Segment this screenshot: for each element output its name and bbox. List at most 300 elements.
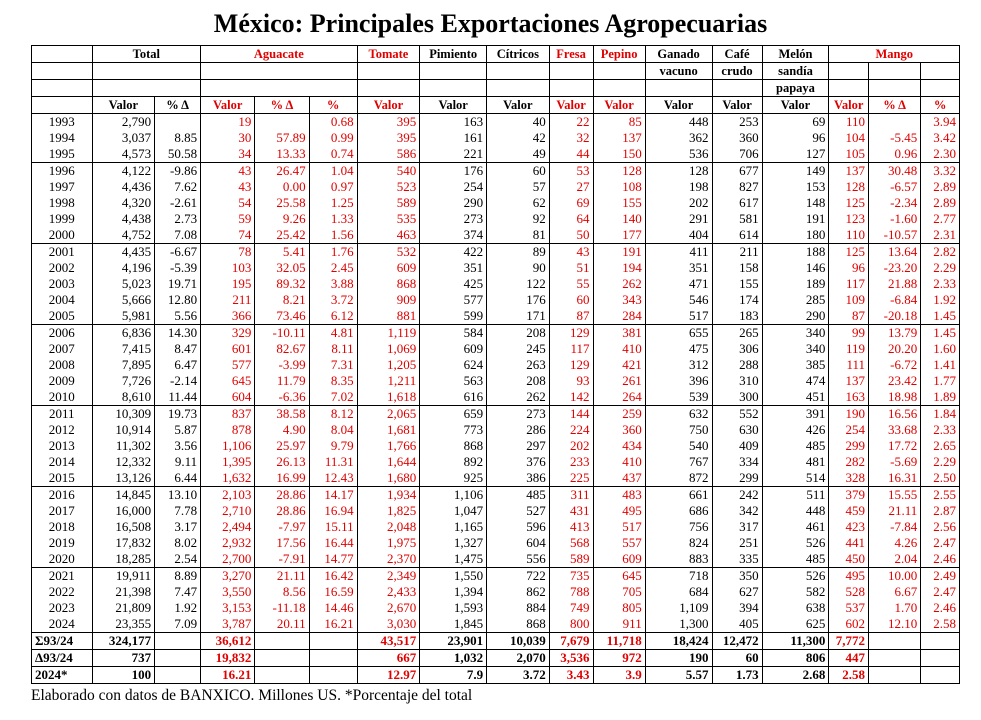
value-cell: 14.17 xyxy=(309,487,357,504)
summary-cell: 667 xyxy=(357,650,420,667)
summary-cell: 7,679 xyxy=(549,633,593,650)
value-cell: 536 xyxy=(645,146,712,163)
value-cell: 343 xyxy=(593,292,645,308)
value-cell: 495 xyxy=(593,503,645,519)
value-cell: 8.47 xyxy=(155,341,201,357)
value-cell: 624 xyxy=(420,357,487,373)
table-row xyxy=(32,341,960,357)
summary-label: Σ93/24 xyxy=(32,633,93,650)
value-cell: 16,000 xyxy=(92,503,155,519)
year-cell: 2010 xyxy=(32,389,93,406)
value-cell: 350 xyxy=(712,568,762,585)
value-cell: 925 xyxy=(420,470,487,487)
value-cell: 601 xyxy=(201,341,255,357)
value-cell: 878 xyxy=(201,422,255,438)
year-cell: 1995 xyxy=(32,146,93,163)
value-cell: 360 xyxy=(593,422,645,438)
value-cell: 0.74 xyxy=(309,146,357,163)
value-cell: 7.09 xyxy=(155,616,201,633)
value-cell: 137 xyxy=(829,373,869,389)
year-cell: 2002 xyxy=(32,260,93,276)
value-cell: 174 xyxy=(712,292,762,308)
value-cell: 104 xyxy=(829,130,869,146)
year-cell: 2024 xyxy=(32,616,93,633)
value-cell: 3.72 xyxy=(309,292,357,308)
value-cell: 756 xyxy=(645,519,712,535)
value-cell: 2,700 xyxy=(201,551,255,568)
value-cell: 385 xyxy=(762,357,829,373)
value-cell: 2.65 xyxy=(921,438,960,454)
summary-cell: 972 xyxy=(593,650,645,667)
value-cell: 546 xyxy=(645,292,712,308)
value-cell: 259 xyxy=(593,406,645,423)
value-cell: 4,436 xyxy=(92,179,155,195)
corner-cell xyxy=(32,46,93,63)
value-cell: 15.11 xyxy=(309,519,357,535)
value-cell: 1,165 xyxy=(420,519,487,535)
value-cell: 351 xyxy=(420,260,487,276)
value-cell: 202 xyxy=(645,195,712,211)
value-cell: 8.02 xyxy=(155,535,201,551)
value-cell: 23.42 xyxy=(869,373,921,389)
value-cell: 5.41 xyxy=(255,244,309,261)
page-title: México: Principales Exportaciones Agropecuarias xyxy=(213,9,768,38)
value-cell: 7.31 xyxy=(309,357,357,373)
value-cell: 14,845 xyxy=(92,487,155,504)
table-row xyxy=(32,260,960,276)
value-cell: 3.88 xyxy=(309,276,357,292)
column-header: Valor xyxy=(357,97,420,114)
year-cell: 2018 xyxy=(32,519,93,535)
value-cell: 87 xyxy=(549,308,593,325)
value-cell: 191 xyxy=(593,244,645,261)
value-cell: 395 xyxy=(357,130,420,146)
group-header-pepino: Pepino xyxy=(593,46,645,63)
value-cell: 69 xyxy=(549,195,593,211)
value-cell: -6.84 xyxy=(869,292,921,308)
column-header-corner xyxy=(32,97,93,114)
value-cell: 310 xyxy=(712,373,762,389)
value-cell: 137 xyxy=(593,130,645,146)
value-cell: 291 xyxy=(645,211,712,227)
value-cell: 7,415 xyxy=(92,341,155,357)
value-cell: 448 xyxy=(762,503,829,519)
value-cell: 128 xyxy=(645,163,712,180)
value-cell: 1.25 xyxy=(309,195,357,211)
table-row xyxy=(32,568,960,585)
value-cell: -20.18 xyxy=(869,308,921,325)
value-cell: 773 xyxy=(420,422,487,438)
value-cell: 81 xyxy=(487,227,550,244)
value-cell: 263 xyxy=(487,357,550,373)
summary-cell xyxy=(869,633,921,650)
group-header-pimiento: Pimiento xyxy=(420,46,487,63)
value-cell: 5.56 xyxy=(155,308,201,325)
value-cell: 1,106 xyxy=(201,438,255,454)
value-cell: -2.61 xyxy=(155,195,201,211)
value-cell: -6.72 xyxy=(869,357,921,373)
value-cell: 351 xyxy=(645,260,712,276)
value-cell: 563 xyxy=(420,373,487,389)
value-cell: 4,573 xyxy=(92,146,155,163)
value-cell: 125 xyxy=(829,244,869,261)
value-cell: 25.97 xyxy=(255,438,309,454)
value-cell: 1,475 xyxy=(420,551,487,568)
value-cell: 128 xyxy=(593,163,645,180)
value-cell: -2.34 xyxy=(869,195,921,211)
value-cell: 528 xyxy=(829,584,869,600)
value-cell: 144 xyxy=(549,406,593,423)
year-cell: 2005 xyxy=(32,308,93,325)
value-cell: 577 xyxy=(201,357,255,373)
value-cell: 191 xyxy=(762,211,829,227)
value-cell: 577 xyxy=(420,292,487,308)
value-cell: 122 xyxy=(487,276,550,292)
value-cell: 8.89 xyxy=(155,568,201,585)
value-cell: 426 xyxy=(762,422,829,438)
value-cell: 171 xyxy=(487,308,550,325)
column-header-row xyxy=(32,97,960,114)
value-cell: 2.46 xyxy=(921,551,960,568)
summary-cell: 7.9 xyxy=(420,667,487,684)
value-cell: 13.33 xyxy=(255,146,309,163)
value-cell: 21,398 xyxy=(92,584,155,600)
value-cell: 2,710 xyxy=(201,503,255,519)
value-cell: 7,726 xyxy=(92,373,155,389)
value-cell: 140 xyxy=(593,211,645,227)
year-cell: 2019 xyxy=(32,535,93,551)
value-cell: 261 xyxy=(593,373,645,389)
value-cell: 2,932 xyxy=(201,535,255,551)
value-cell: 552 xyxy=(712,406,762,423)
summary-cell xyxy=(921,667,960,684)
value-cell: 1,680 xyxy=(357,470,420,487)
value-cell: 3.17 xyxy=(155,519,201,535)
summary-cell: 36,612 xyxy=(201,633,255,650)
value-cell: 450 xyxy=(829,551,869,568)
group-header-total: Total xyxy=(92,46,201,63)
value-cell: 892 xyxy=(420,454,487,470)
value-cell: 0.68 xyxy=(309,114,357,131)
value-cell: 16.31 xyxy=(869,470,921,487)
value-cell: 523 xyxy=(357,179,420,195)
table-row xyxy=(32,503,960,519)
year-cell: 1994 xyxy=(32,130,93,146)
value-cell: 788 xyxy=(549,584,593,600)
value-cell: 677 xyxy=(712,163,762,180)
value-cell: 16.99 xyxy=(255,470,309,487)
value-cell: 609 xyxy=(420,341,487,357)
value-cell: 123 xyxy=(829,211,869,227)
value-cell: 6.44 xyxy=(155,470,201,487)
year-cell: 2021 xyxy=(32,568,93,585)
value-cell: 411 xyxy=(645,244,712,261)
summary-cell: 12.97 xyxy=(357,667,420,684)
value-cell: 153 xyxy=(762,179,829,195)
value-cell: 5.87 xyxy=(155,422,201,438)
table-row xyxy=(32,519,960,535)
value-cell: 16.21 xyxy=(309,616,357,633)
value-cell: 3,037 xyxy=(92,130,155,146)
value-cell: 13,126 xyxy=(92,470,155,487)
summary-cell: 3.72 xyxy=(487,667,550,684)
value-cell: 11.44 xyxy=(155,389,201,406)
value-cell: 57.89 xyxy=(255,130,309,146)
value-cell: 2.31 xyxy=(921,227,960,244)
column-header: % xyxy=(921,97,960,114)
group-header-fresa: Fresa xyxy=(549,46,593,63)
value-cell: 2.46 xyxy=(921,600,960,616)
value-cell: 11.79 xyxy=(255,373,309,389)
value-cell: 827 xyxy=(712,179,762,195)
group-subheader-cafe: crudo xyxy=(712,63,762,80)
table-row xyxy=(32,600,960,616)
value-cell: 21,809 xyxy=(92,600,155,616)
value-cell: 233 xyxy=(549,454,593,470)
summary-cell xyxy=(869,667,921,684)
year-cell: 1997 xyxy=(32,179,93,195)
value-cell: 3,787 xyxy=(201,616,255,633)
value-cell: 264 xyxy=(593,389,645,406)
table-row xyxy=(32,325,960,342)
year-cell: 2006 xyxy=(32,325,93,342)
table-row xyxy=(32,551,960,568)
value-cell: 4,435 xyxy=(92,244,155,261)
value-cell: -6.67 xyxy=(155,244,201,261)
value-cell xyxy=(255,114,309,131)
value-cell: 1,644 xyxy=(357,454,420,470)
value-cell: 11.31 xyxy=(309,454,357,470)
value-cell: 1,618 xyxy=(357,389,420,406)
summary-cell xyxy=(309,650,357,667)
value-cell: 4,320 xyxy=(92,195,155,211)
value-cell: 2,349 xyxy=(357,568,420,585)
value-cell: 96 xyxy=(762,130,829,146)
value-cell: 10,309 xyxy=(92,406,155,423)
summary-label: Δ93/24 xyxy=(32,650,93,667)
value-cell: 586 xyxy=(357,146,420,163)
value-cell: 17,832 xyxy=(92,535,155,551)
value-cell: -5.39 xyxy=(155,260,201,276)
value-cell: 645 xyxy=(201,373,255,389)
table-row xyxy=(32,195,960,211)
value-cell: 74 xyxy=(201,227,255,244)
value-cell: 8.35 xyxy=(309,373,357,389)
value-cell: 242 xyxy=(712,487,762,504)
value-cell: 379 xyxy=(829,487,869,504)
value-cell: 18,285 xyxy=(92,551,155,568)
value-cell: 60 xyxy=(549,292,593,308)
value-cell: 150 xyxy=(593,146,645,163)
value-cell: 13.64 xyxy=(869,244,921,261)
value-cell: 2.45 xyxy=(309,260,357,276)
column-header: Valor xyxy=(549,97,593,114)
value-cell: 422 xyxy=(420,244,487,261)
column-header: % xyxy=(309,97,357,114)
value-cell: 90 xyxy=(487,260,550,276)
value-cell: 3.94 xyxy=(921,114,960,131)
summary-cell: 324,177 xyxy=(92,633,155,650)
value-cell xyxy=(155,114,201,131)
value-cell: 335 xyxy=(712,551,762,568)
year-cell: 2009 xyxy=(32,373,93,389)
value-cell: 5,023 xyxy=(92,276,155,292)
value-cell: 722 xyxy=(487,568,550,585)
value-cell: 198 xyxy=(645,179,712,195)
value-cell: 221 xyxy=(420,146,487,163)
value-cell: 526 xyxy=(762,568,829,585)
table-row xyxy=(32,227,960,244)
value-cell: 410 xyxy=(593,454,645,470)
value-cell: 474 xyxy=(762,373,829,389)
value-cell: 485 xyxy=(762,438,829,454)
value-cell: 1.92 xyxy=(921,292,960,308)
value-cell: 556 xyxy=(487,551,550,568)
value-cell: 1,766 xyxy=(357,438,420,454)
table-row xyxy=(32,357,960,373)
value-cell: 299 xyxy=(829,438,869,454)
value-cell: 6.12 xyxy=(309,308,357,325)
value-cell: 312 xyxy=(645,357,712,373)
value-cell: 395 xyxy=(357,114,420,131)
table-row xyxy=(32,373,960,389)
value-cell: 12.43 xyxy=(309,470,357,487)
year-cell: 2015 xyxy=(32,470,93,487)
value-cell: 142 xyxy=(549,389,593,406)
value-cell: 129 xyxy=(549,325,593,342)
value-cell: 1.60 xyxy=(921,341,960,357)
value-cell: 617 xyxy=(712,195,762,211)
column-header: Valor xyxy=(829,97,869,114)
summary-cell xyxy=(155,633,201,650)
value-cell: 1.45 xyxy=(921,325,960,342)
value-cell: 13.79 xyxy=(869,325,921,342)
value-cell: 117 xyxy=(829,276,869,292)
value-cell: 638 xyxy=(762,600,829,616)
value-cell: 254 xyxy=(829,422,869,438)
value-cell: 93 xyxy=(549,373,593,389)
value-cell: 290 xyxy=(762,308,829,325)
value-cell: 20.20 xyxy=(869,341,921,357)
value-cell: 22 xyxy=(549,114,593,131)
value-cell: 188 xyxy=(762,244,829,261)
value-cell: 158 xyxy=(712,260,762,276)
value-cell: 7,895 xyxy=(92,357,155,373)
value-cell: 706 xyxy=(712,146,762,163)
summary-cell: 737 xyxy=(92,650,155,667)
value-cell: 632 xyxy=(645,406,712,423)
value-cell: 108 xyxy=(593,179,645,195)
group-header-aguacate: Aguacate xyxy=(201,46,358,63)
value-cell: -23.20 xyxy=(869,260,921,276)
value-cell: 1.33 xyxy=(309,211,357,227)
value-cell: 16.42 xyxy=(309,568,357,585)
value-cell: 2,370 xyxy=(357,551,420,568)
summary-cell: 190 xyxy=(645,650,712,667)
value-cell: 194 xyxy=(593,260,645,276)
value-cell: 767 xyxy=(645,454,712,470)
summary-cell: 3.9 xyxy=(593,667,645,684)
value-cell: 10,914 xyxy=(92,422,155,438)
value-cell: 1.92 xyxy=(155,600,201,616)
summary-cell xyxy=(255,650,309,667)
value-cell: 409 xyxy=(712,438,762,454)
value-cell: 2,103 xyxy=(201,487,255,504)
summary-cell xyxy=(921,650,960,667)
value-cell: 517 xyxy=(645,308,712,325)
value-cell: 17.56 xyxy=(255,535,309,551)
summary-cell: 5.57 xyxy=(645,667,712,684)
value-cell: 92 xyxy=(487,211,550,227)
value-cell: 9.26 xyxy=(255,211,309,227)
value-cell: -7.97 xyxy=(255,519,309,535)
value-cell: 421 xyxy=(593,357,645,373)
summary-cell: 11,718 xyxy=(593,633,645,650)
value-cell: 391 xyxy=(762,406,829,423)
value-cell: 2.82 xyxy=(921,244,960,261)
value-cell: 645 xyxy=(593,568,645,585)
value-cell: 532 xyxy=(357,244,420,261)
year-cell: 2001 xyxy=(32,244,93,261)
value-cell: 750 xyxy=(645,422,712,438)
table-row xyxy=(32,211,960,227)
value-cell: 514 xyxy=(762,470,829,487)
value-cell: 483 xyxy=(593,487,645,504)
value-cell: 9.79 xyxy=(309,438,357,454)
value-cell: 589 xyxy=(357,195,420,211)
source-caption: Elaborado con datos de BANXICO. Millones US. *Porcentaje del total xyxy=(31,687,473,704)
value-cell: 211 xyxy=(201,292,255,308)
value-cell: 374 xyxy=(420,227,487,244)
group-header-melon: Melón xyxy=(762,46,829,63)
value-cell: 8.56 xyxy=(255,584,309,600)
value-cell: 2,048 xyxy=(357,519,420,535)
value-cell: 211 xyxy=(712,244,762,261)
value-cell: 2.55 xyxy=(921,487,960,504)
value-cell: 2,433 xyxy=(357,584,420,600)
group-subheader-melon-2: papaya xyxy=(762,80,829,97)
summary-cell: 2,070 xyxy=(487,650,550,667)
year-cell: 1993 xyxy=(32,114,93,131)
value-cell: 119 xyxy=(829,341,869,357)
value-cell: 1.56 xyxy=(309,227,357,244)
summary-cell: 1,032 xyxy=(420,650,487,667)
value-cell: 87 xyxy=(829,308,869,325)
value-cell: 1,550 xyxy=(420,568,487,585)
column-header: Valor xyxy=(712,97,762,114)
value-cell: 340 xyxy=(762,341,829,357)
value-cell: 53 xyxy=(549,163,593,180)
value-cell: 34 xyxy=(201,146,255,163)
value-cell: 1,205 xyxy=(357,357,420,373)
value-cell: 599 xyxy=(420,308,487,325)
value-cell: 163 xyxy=(829,389,869,406)
value-cell: 602 xyxy=(829,616,869,633)
value-cell: 10.00 xyxy=(869,568,921,585)
value-cell: 43 xyxy=(201,163,255,180)
value-cell: 386 xyxy=(487,470,550,487)
value-cell: 441 xyxy=(829,535,869,551)
value-cell: 26.13 xyxy=(255,454,309,470)
value-cell: 686 xyxy=(645,503,712,519)
value-cell: 884 xyxy=(487,600,550,616)
value-cell: 288 xyxy=(712,357,762,373)
value-cell: 1.04 xyxy=(309,163,357,180)
value-cell: 225 xyxy=(549,470,593,487)
value-cell: 661 xyxy=(645,487,712,504)
value-cell: 881 xyxy=(357,308,420,325)
value-cell: 129 xyxy=(549,357,593,373)
